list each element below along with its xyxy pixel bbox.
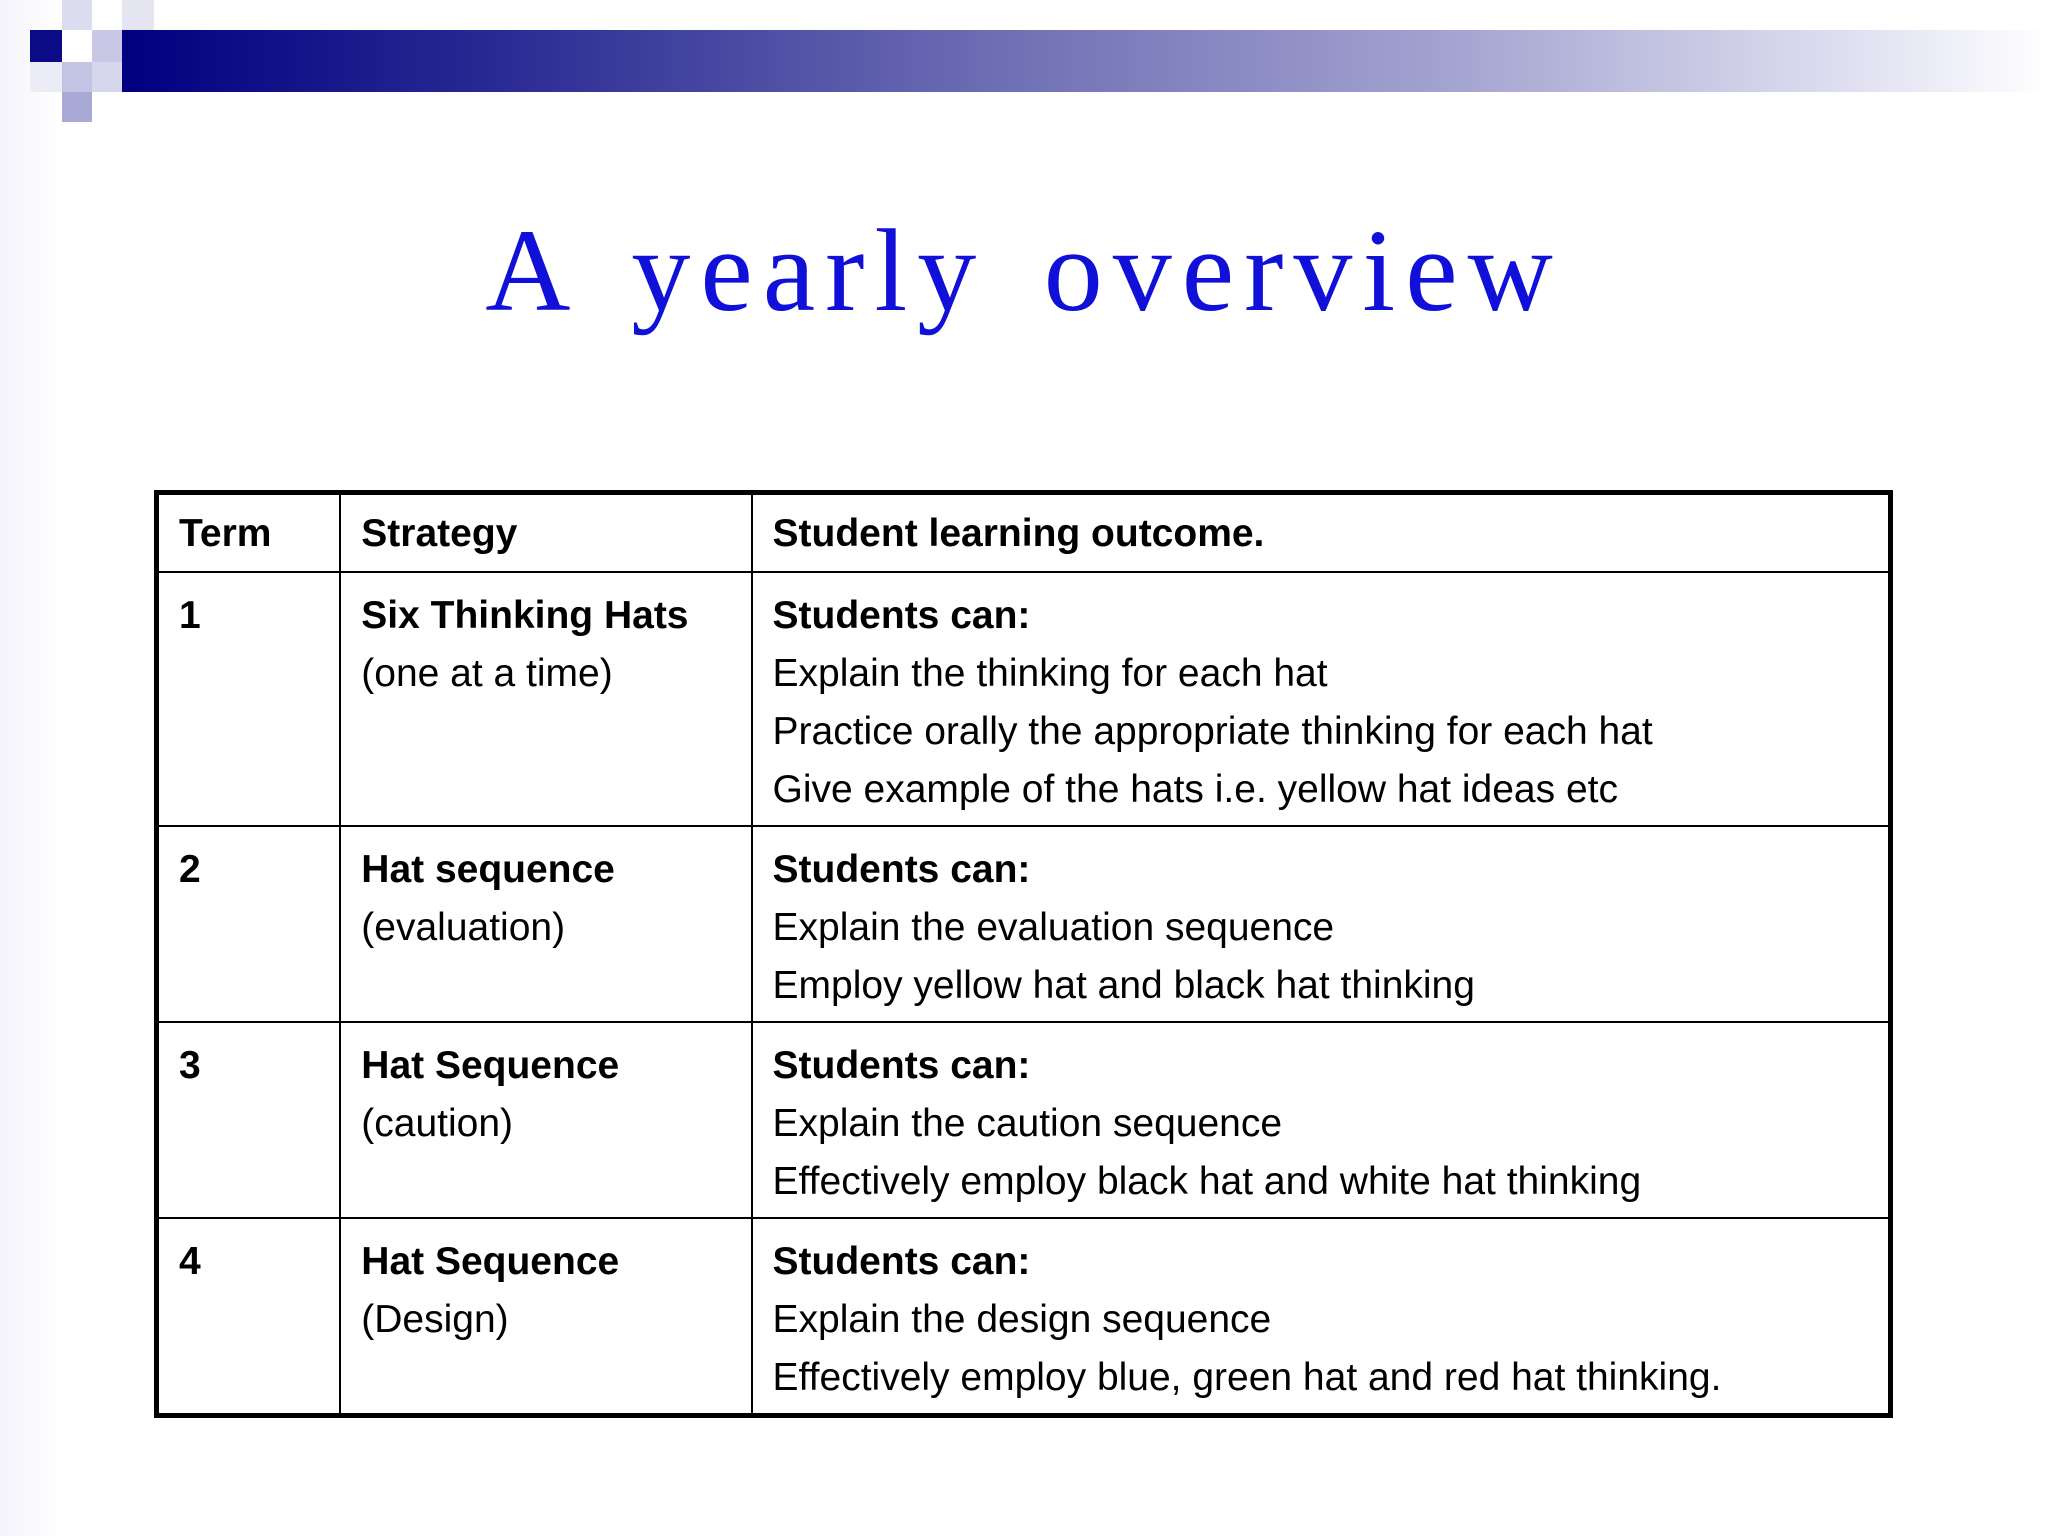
strategy-title: Six Thinking Hats [361, 594, 689, 637]
term-cell [157, 826, 341, 1022]
outcome-item: Effectively employ blue, green hat and red hat thinking. [772, 1356, 1722, 1399]
outcome-lead: Students can: [772, 1240, 1031, 1283]
term-number: 4 [179, 1240, 201, 1283]
strategy-detail: (evaluation) [361, 906, 566, 949]
outcome-cell [752, 826, 1891, 1022]
table-header-row [157, 493, 1891, 573]
outcome-item: Explain the evaluation sequence [772, 906, 1335, 949]
overview-table [154, 490, 1893, 1418]
decorative-square [92, 30, 122, 62]
table-row [157, 826, 1891, 1022]
strategy-cell [340, 1022, 751, 1218]
header-outcome: Student learning outcome. [752, 493, 1891, 573]
decorative-square [92, 62, 122, 92]
header-banner [122, 30, 2048, 92]
table-row [157, 572, 1891, 826]
table-row [157, 1022, 1891, 1218]
outcome-lead: Students can: [772, 594, 1031, 637]
strategy-title: Hat Sequence [361, 1044, 620, 1087]
strategy-title: Hat Sequence [361, 1240, 620, 1283]
header-term: Term [157, 493, 341, 573]
outcome-item: Effectively employ black hat and white hat thinking [772, 1160, 1642, 1203]
term-cell [157, 1218, 341, 1416]
term-number: 3 [179, 1044, 201, 1087]
outcome-item: Explain the design sequence [772, 1298, 1272, 1341]
outcome-cell [752, 1022, 1891, 1218]
strategy-cell [340, 1218, 751, 1416]
term-cell [157, 572, 341, 826]
decorative-square [30, 62, 62, 92]
decorative-square [62, 62, 92, 92]
term-cell [157, 1022, 341, 1218]
outcome-lead: Students can: [772, 1044, 1031, 1087]
outcome-lead: Students can: [772, 848, 1031, 891]
outcome-item: Employ yellow hat and black hat thinking [772, 964, 1475, 1007]
strategy-title: Hat sequence [361, 848, 615, 891]
header-strategy: Strategy [340, 493, 751, 573]
outcome-item: Practice orally the appropriate thinking for each hat [772, 710, 1653, 753]
term-number: 2 [179, 848, 201, 891]
table-row [157, 1218, 1891, 1416]
outcome-cell [752, 1218, 1891, 1416]
strategy-cell [340, 826, 751, 1022]
slide-title: A yearly overview [485, 205, 1563, 336]
term-number: 1 [179, 594, 201, 637]
strategy-cell [340, 572, 751, 826]
outcome-item: Give example of the hats i.e. yellow hat ideas etc [772, 768, 1618, 811]
strategy-detail: (Design) [361, 1298, 509, 1341]
outcome-item: Explain the caution sequence [772, 1102, 1283, 1145]
decorative-square [30, 30, 62, 62]
strategy-detail: (caution) [361, 1102, 514, 1145]
decorative-square [62, 92, 92, 122]
decorative-square [62, 0, 92, 30]
outcome-cell [752, 572, 1891, 826]
outcome-item: Explain the thinking for each hat [772, 652, 1328, 695]
strategy-detail: (one at a time) [361, 652, 613, 695]
decorative-square [122, 0, 154, 30]
